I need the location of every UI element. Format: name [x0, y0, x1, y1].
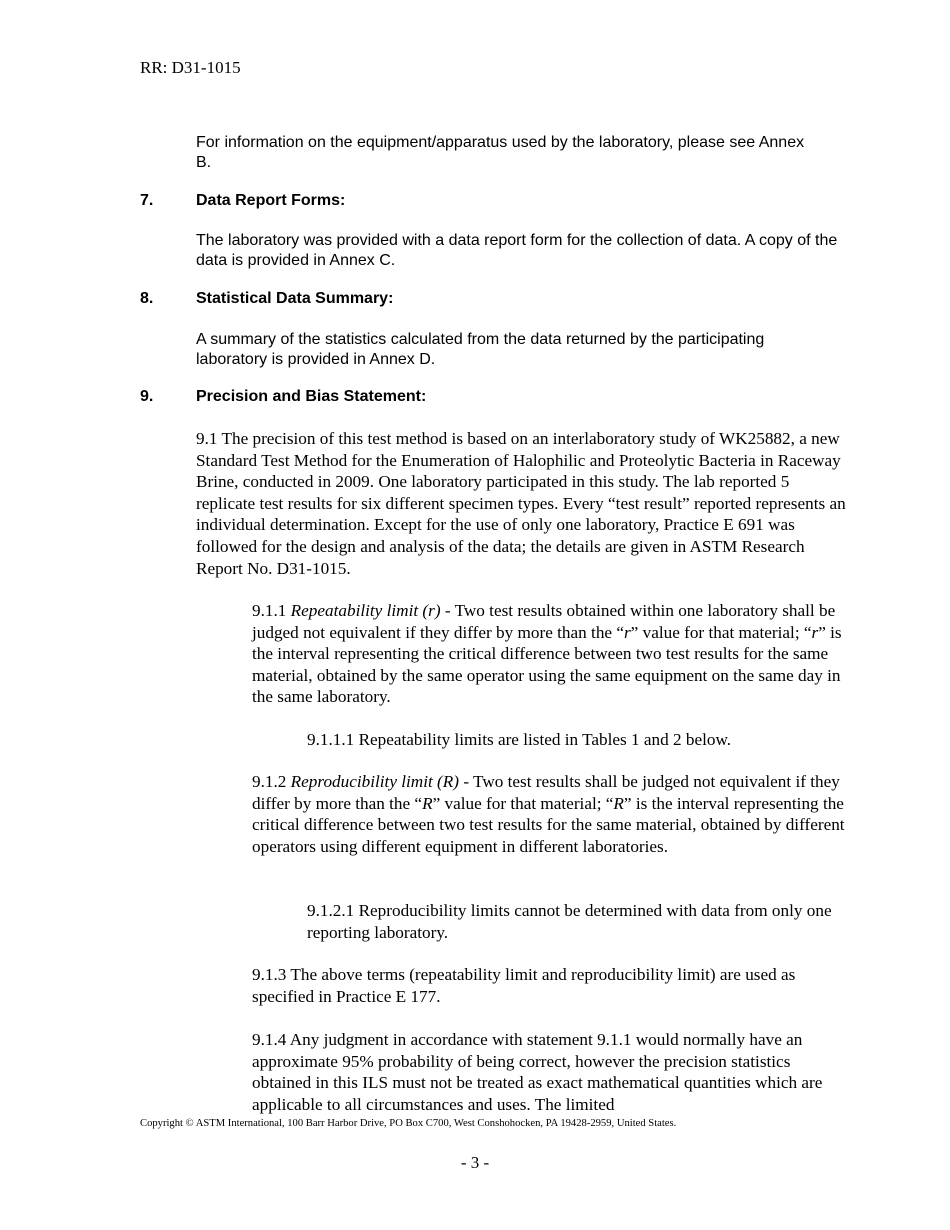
paragraph-9-1-4: 9.1.4 Any judgment in accordance with statement 9.1.1 would normally have an approximate 95% probability of being correct, however the precision statistics obtained in this ILS must not be treated as exact mathematical quantities which are applicable to all circumstances and uses. The limited [252, 1030, 823, 1114]
paragraph-9-1-1: 9.1.1 Repeatability limit (r) - Two test results obtained within one laboratory shall be judged not equivalent if they differ by more than the “r” value for that material; “r” is the interval representing the critical difference between two test results for the same material, obtained by the same operator using the same equipment on the same day in the same laboratory. [252, 601, 842, 707]
symbol-r: r [811, 622, 819, 642]
section-7-number: 7. [140, 192, 154, 209]
page-number: - 3 - [460, 1153, 490, 1172]
intro-paragraph: For information on the equipment/apparatus used by the laboratory, please see Annex B. [196, 134, 805, 171]
section-8-body: A summary of the statistics calculated from the data returned by the participating laboratory is provided in Annex D. [196, 331, 765, 368]
section-9-1-paragraph: 9.1 The precision of this test method is based on an interlaboratory study of WK25882, a new Standard Test Method for the Enumeration of Halophilic and Proteolytic Bacteria in Raceway Brine, conducted in 2009. One laboratory participated in this study. The lab reported 5 replicate test results for six different specimen types. Every “test result” reported represents an individual determination. Except for the use of only one laboratory, Practice E 691 was followed for the design and analysis of the data; the details are given in ASTM Research Report No. D31-1015. [196, 429, 846, 578]
section-9-number: 9. [140, 388, 154, 405]
paragraph-9-1-2-1: 9.1.2.1 Reproducibility limits cannot be determined with data from only one reporting laboratory. [307, 901, 832, 942]
paragraph-9-1-2: 9.1.2 Reproducibility limit (R) - Two test results shall be judged not equivalent if they differ by more than the “R” value for that material; “R” is the interval representing the critical difference between two test results for the same material, obtained by different operators using different equipment in different laboratories. [252, 772, 845, 856]
term-repeatability-limit: Repeatability limit (r) [290, 601, 441, 620]
paragraph-9-1-3: 9.1.3 The above terms (repeatability limit and reproducibility limit) are used as specified in Practice E 177. [252, 965, 796, 1006]
section-8-title: Statistical Data Summary: [196, 290, 394, 307]
term-reproducibility-limit: Reproducibility limit (R) [290, 772, 460, 791]
symbol-R: R [613, 793, 624, 813]
paragraph-number: 9.1.1 [252, 601, 291, 620]
section-8-number: 8. [140, 290, 154, 307]
section-7-body: The laboratory was provided with a data report form for the collection of data. A copy of the data is provided in Annex C. [196, 232, 838, 269]
paragraph-9-1-1-1: 9.1.1.1 Repeatability limits are listed in Tables 1 and 2 below. [307, 730, 732, 749]
section-7-title: Data Report Forms: [196, 192, 346, 209]
section-9-title: Precision and Bias Statement: [196, 388, 427, 405]
paragraph-number: 9.1.2 [252, 772, 291, 791]
report-id-header: RR: D31-1015 [140, 58, 241, 77]
symbol-r: r [623, 622, 631, 642]
copyright-footer: Copyright © ASTM International, 100 Barr Harbor Drive, PO Box C700, West Conshohocken, PA 19428-2959, United States. [140, 1118, 677, 1129]
symbol-R: R [422, 793, 433, 813]
